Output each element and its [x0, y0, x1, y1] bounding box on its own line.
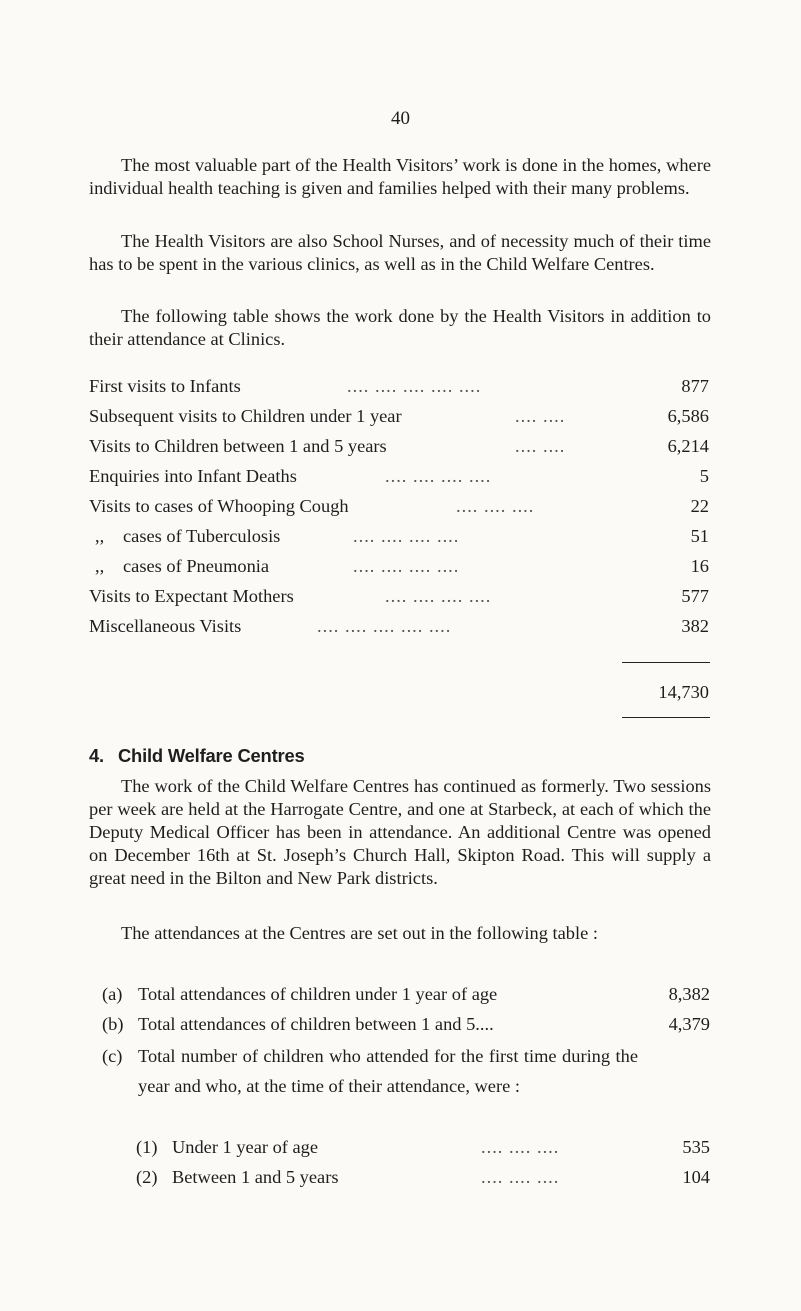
- row-value: 577: [681, 586, 709, 606]
- leader-dots: .... .... .... ....: [353, 526, 460, 546]
- leader-dots: .... ....: [515, 406, 566, 426]
- page-number: 40: [391, 108, 410, 129]
- row-value: 51: [690, 526, 709, 546]
- table-row: [89, 373, 709, 399]
- section-paragraph-1: The work of the Child Welfare Centres has continued as formerly. Two sessions per week are held at the Harrogate Centre, and one at Starbeck, at each of which the Deputy Medical Officer has been in attendance. An additional Centre was opened on December 16th at St. Joseph’s Church Hall, Skipton Road. This will supply a great need in the Bilton and New Park districts.: [89, 776, 711, 888]
- list-text: Total number of children who attended for the first time during the year and who, at the time of their attendance, were :: [138, 1046, 638, 1096]
- table-row: [89, 463, 709, 489]
- row-label: Visits to Children between 1 and 5 years: [89, 436, 387, 456]
- row-value: 5: [699, 466, 709, 486]
- leader-dots: .... ....: [515, 436, 566, 456]
- row-label: cases of Pneumonia: [123, 556, 270, 576]
- list-marker: (2): [136, 1167, 158, 1187]
- leader-dots: .... .... .... ....: [353, 556, 460, 576]
- intro-paragraph-1: The most valuable part of the Health Visitors’ work is done in the homes, where individual health teaching is given and families helped with their many problems.: [89, 155, 711, 198]
- row-label: First visits to Infants: [89, 376, 241, 396]
- ditto-mark: ,,: [95, 556, 105, 576]
- leader-dots: .... .... .... ....: [385, 586, 492, 606]
- leader-dots: .... .... .... .... ....: [347, 376, 482, 396]
- leader-dots: .... .... ....: [481, 1137, 560, 1157]
- list-text: Between 1 and 5 years: [172, 1167, 339, 1187]
- table-row: [89, 493, 709, 519]
- row-value: 16: [690, 556, 709, 576]
- total-rule-top: [622, 662, 710, 663]
- leader-dots: .... .... ....: [456, 496, 535, 516]
- row-value: 6,214: [667, 436, 709, 456]
- list-value: 535: [682, 1137, 710, 1157]
- leader-dots: .... .... ....: [481, 1167, 560, 1187]
- row-value: 877: [681, 376, 709, 396]
- table-row: [89, 403, 709, 429]
- list-marker: (a): [102, 984, 123, 1004]
- list-text: Under 1 year of age: [172, 1137, 319, 1157]
- section-title: Child Welfare Centres: [117, 745, 305, 766]
- section-heading: [89, 745, 305, 767]
- table-row: [89, 523, 709, 549]
- list-value: 104: [682, 1167, 710, 1187]
- section-paragraph-2: The attendances at the Centres are set out in the following table :: [121, 923, 598, 943]
- row-value: 382: [681, 616, 709, 636]
- list-marker: (b): [102, 1014, 124, 1034]
- ditto-mark: ,,: [95, 526, 105, 546]
- row-label: cases of Tuberculosis: [123, 526, 281, 546]
- table-row: [89, 553, 709, 579]
- intro-paragraph-3: The following table shows the work done by the Health Visitors in addition to their attendance at Clinics.: [89, 306, 711, 349]
- table-row: [89, 433, 709, 459]
- total-value: 14,730: [658, 682, 709, 702]
- list-marker: (c): [102, 1046, 123, 1066]
- row-label: Visits to cases of Whooping Cough: [89, 496, 349, 516]
- row-label: Miscellaneous Visits: [89, 616, 242, 636]
- section-number: 4.: [89, 745, 104, 766]
- row-value: 6,586: [667, 406, 709, 426]
- row-label: Subsequent visits to Children under 1 year: [89, 406, 402, 426]
- table-row: [89, 583, 709, 609]
- total-rule-bottom: [622, 717, 710, 718]
- leader-dots: .... .... .... .... ....: [317, 616, 452, 636]
- row-label: Visits to Expectant Mothers: [89, 586, 294, 606]
- list-text: Total attendances of children between 1 and 5....: [138, 1014, 494, 1034]
- row-value: 22: [690, 496, 709, 516]
- list-marker: (1): [136, 1137, 158, 1157]
- list-text: Total attendances of children under 1 year of age: [138, 984, 498, 1004]
- leader-dots: .... .... .... ....: [385, 466, 492, 486]
- list-value: 8,382: [668, 984, 710, 1004]
- row-label: Enquiries into Infant Deaths: [89, 466, 297, 486]
- table-row: [89, 613, 709, 639]
- intro-paragraph-2: The Health Visitors are also School Nurses, and of necessity much of their time has to be spent in the various clinics, as well as in the Child Welfare Centres.: [89, 231, 711, 274]
- list-value: 4,379: [668, 1014, 710, 1034]
